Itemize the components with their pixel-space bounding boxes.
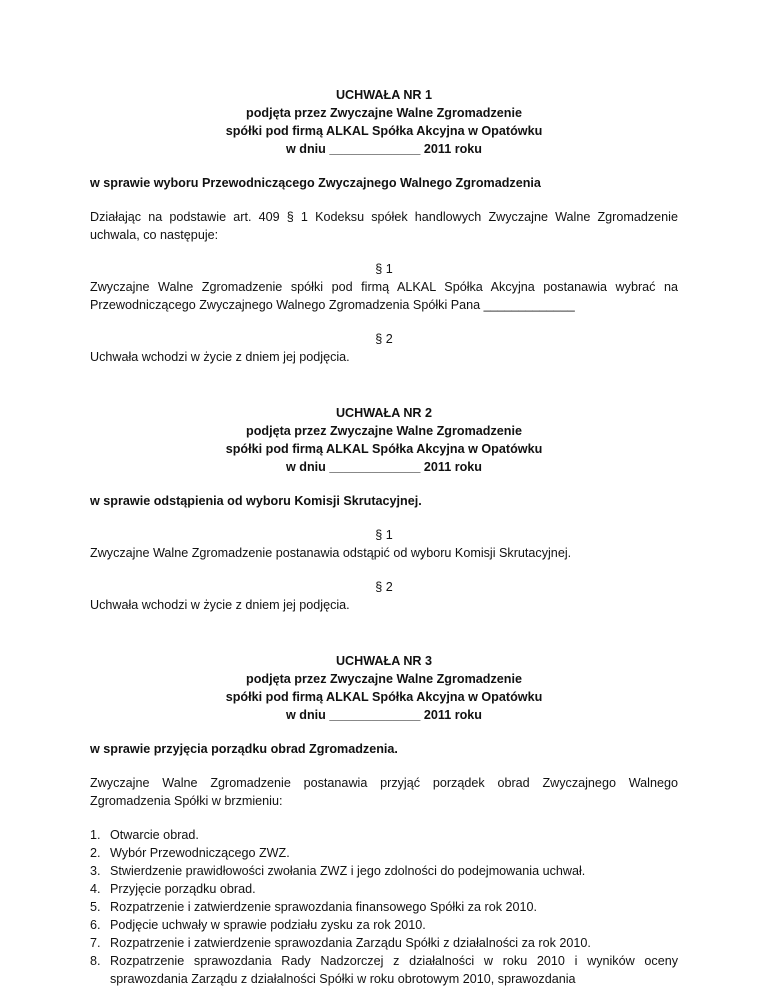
section-2-text: Uchwała wchodzi w życie z dniem jej podjęcia. — [90, 350, 350, 364]
agenda-item-number: 7. — [90, 936, 101, 950]
resolution-3 — [90, 652, 678, 988]
agenda-item-number: 8. — [90, 954, 101, 968]
document-page — [90, 86, 678, 988]
agenda-item-text: Otwarcie obrad. — [110, 828, 199, 842]
resolution-company: spółki pod firmą ALKAL Spółka Akcyjna w Opatówku — [225, 690, 543, 704]
agenda-item — [90, 952, 678, 988]
resolution-adopted-by: podjęta przez Zwyczajne Walne Zgromadzenie — [246, 672, 522, 686]
resolution-title: UCHWAŁA NR 1 — [335, 88, 433, 102]
resolution-company: spółki pod firmą ALKAL Spółka Akcyjna w Opatówku — [225, 442, 543, 456]
section-1-text: Zwyczajne Walne Zgromadzenie spółki pod firmą ALKAL Spółka Akcyjna postanawia wybrać na Przewodniczącego Zwyczajnego Walnego Zgromadzenia Spółki Pana _____________ — [90, 280, 678, 312]
resolution-adopted-by: podjęta przez Zwyczajne Walne Zgromadzenie — [246, 106, 522, 120]
section-2-text: Uchwała wchodzi w życie z dniem jej podjęcia. — [90, 598, 350, 612]
agenda-item-text: Wybór Przewodniczącego ZWZ. — [110, 846, 290, 860]
agenda-list — [90, 826, 678, 988]
agenda-item-text: Przyjęcie porządku obrad. — [110, 882, 256, 896]
resolution-company: spółki pod firmą ALKAL Spółka Akcyjna w Opatówku — [225, 124, 543, 138]
agenda-item-number: 1. — [90, 828, 101, 842]
agenda-item-number: 2. — [90, 846, 101, 860]
agenda-item — [90, 934, 678, 952]
agenda-item — [90, 826, 678, 844]
resolution-intro: Działając na podstawie art. 409 § 1 Kodeksu spółek handlowych Zwyczajne Walne Zgromadzenie uchwala, co następuje: — [90, 210, 678, 242]
spacer — [90, 366, 678, 404]
agenda-item — [90, 898, 678, 916]
agenda-item — [90, 844, 678, 862]
spacer — [90, 614, 678, 652]
resolution-1 — [90, 86, 678, 366]
agenda-item-number: 5. — [90, 900, 101, 914]
resolution-date: w dniu _____________ 2011 roku — [285, 460, 483, 474]
section-2-label: § 2 — [375, 332, 393, 346]
section-1-text: Zwyczajne Walne Zgromadzenie postanawia odstąpić od wyboru Komisji Skrutacyjnej. — [90, 546, 572, 560]
resolution-subject: w sprawie odstąpienia od wyboru Komisji Skrutacyjnej. — [90, 494, 422, 508]
agenda-item-text: Rozpatrzenie sprawozdania Rady Nadzorczej z działalności w roku 2010 i wyników oceny sprawozdania Zarządu z działalności Spółki w roku obrotowym 2010, sprawozdania — [110, 954, 678, 986]
resolution-subject: w sprawie wyboru Przewodniczącego Zwyczajnego Walnego Zgromadzenia — [90, 176, 541, 190]
resolution-header — [90, 86, 678, 158]
section-1-label: § 1 — [375, 528, 393, 542]
section-1-label: § 1 — [375, 262, 393, 276]
resolution-subject: w sprawie przyjęcia porządku obrad Zgromadzenia. — [90, 742, 398, 756]
resolution-header — [90, 652, 678, 724]
agenda-item-number: 6. — [90, 918, 101, 932]
resolution-date: w dniu _____________ 2011 roku — [285, 142, 483, 156]
agenda-item-number: 4. — [90, 882, 101, 896]
resolution-header — [90, 404, 678, 476]
section-2-label: § 2 — [375, 580, 393, 594]
agenda-item-text: Podjęcie uchwały w sprawie podziału zysku za rok 2010. — [110, 918, 426, 932]
agenda-item — [90, 916, 678, 934]
agenda-item — [90, 880, 678, 898]
resolution-title: UCHWAŁA NR 3 — [335, 654, 433, 668]
agenda-item-text: Rozpatrzenie i zatwierdzenie sprawozdania Zarządu Spółki z działalności za rok 2010. — [110, 936, 591, 950]
agenda-item — [90, 862, 678, 880]
resolution-date: w dniu _____________ 2011 roku — [285, 708, 483, 722]
resolution-adopted-by: podjęta przez Zwyczajne Walne Zgromadzenie — [246, 424, 522, 438]
agenda-item-text: Rozpatrzenie i zatwierdzenie sprawozdania finansowego Spółki za rok 2010. — [110, 900, 538, 914]
resolution-title: UCHWAŁA NR 2 — [335, 406, 433, 420]
resolution-2 — [90, 404, 678, 614]
agenda-item-text: Stwierdzenie prawidłowości zwołania ZWZ i jego zdolności do podejmowania uchwał. — [110, 864, 586, 878]
resolution-intro: Zwyczajne Walne Zgromadzenie postanawia przyjąć porządek obrad Zwyczajnego Walnego Zgromadzenia Spółki w brzmieniu: — [90, 776, 678, 808]
agenda-item-number: 3. — [90, 864, 101, 878]
